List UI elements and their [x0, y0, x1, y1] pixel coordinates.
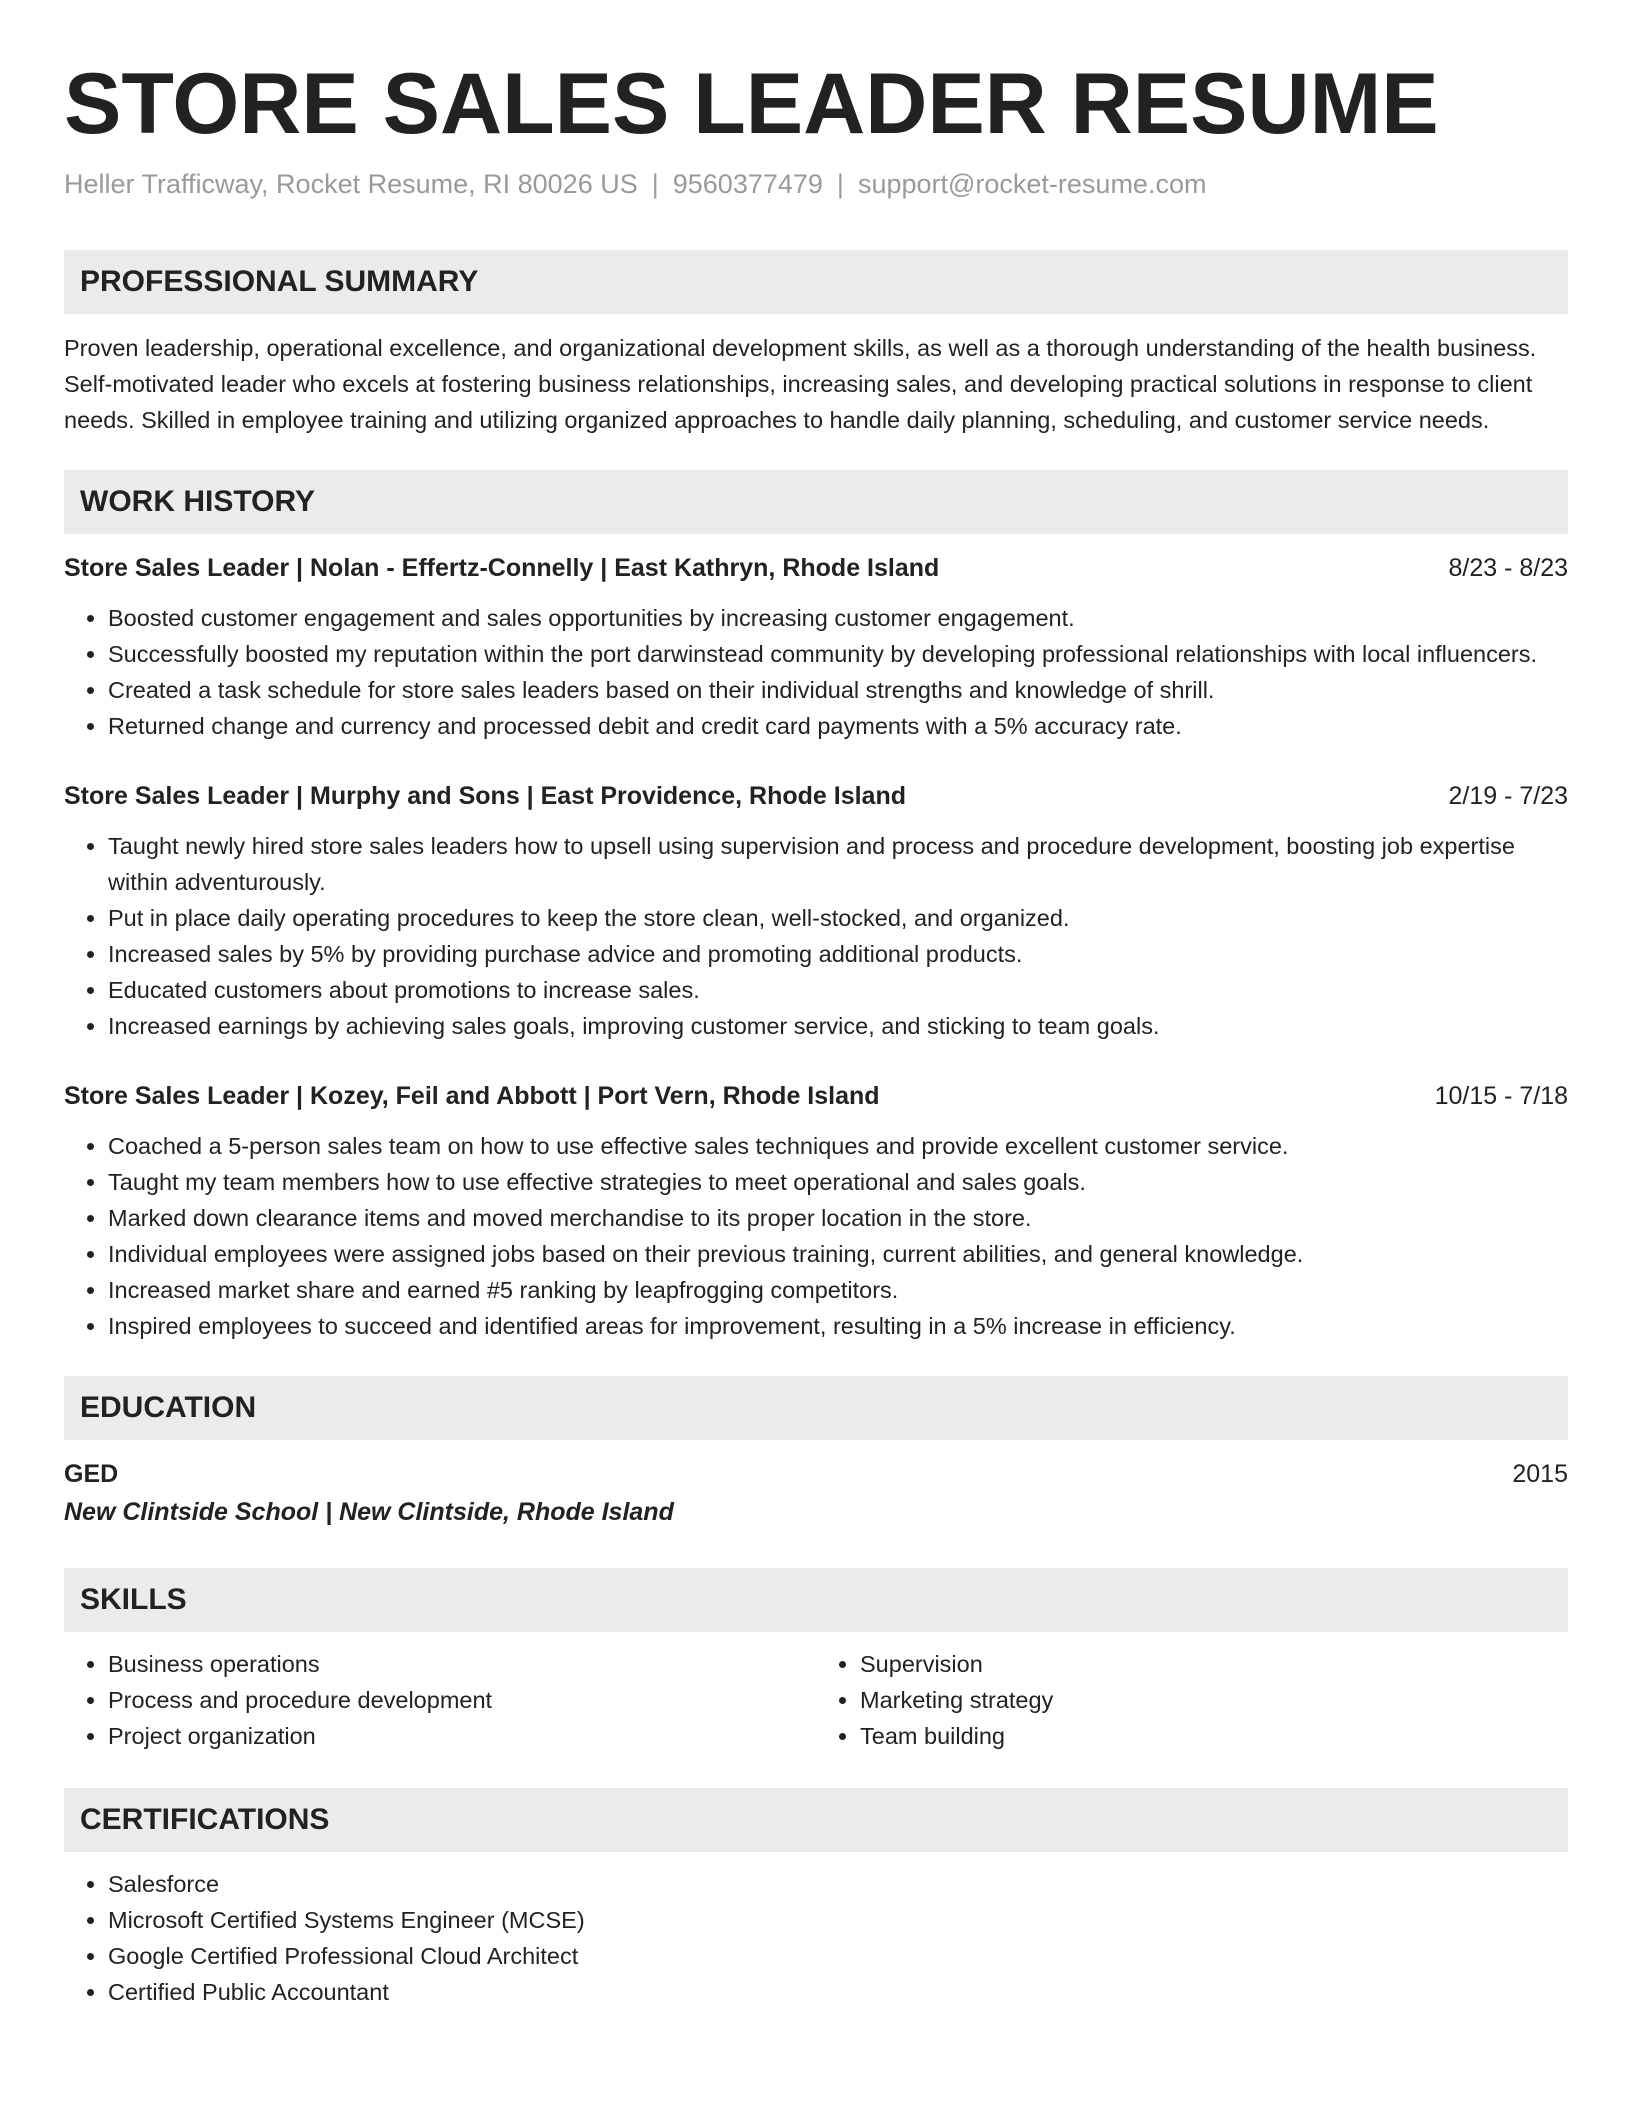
job-dates: 8/23 - 8/23 [1448, 554, 1568, 582]
job-title: Store Sales Leader | Murphy and Sons | East Providence, Rhode Island [64, 782, 906, 810]
certification-item: • Certified Public Accountant [108, 1974, 1568, 2010]
bullet-item: • Increased market share and earned #5 ranking by leapfrogging competitors. [108, 1272, 1568, 1308]
bullet-item: • Taught my team members how to use effective strategies to meet operational and sales goals. [108, 1164, 1568, 1200]
job-title: Store Sales Leader | Nolan - Effertz-Connelly | East Kathryn, Rhode Island [64, 554, 940, 582]
job-bullets [64, 828, 1568, 1044]
certification-item: • Salesforce [108, 1866, 1568, 1902]
bullet-item: • Boosted customer engagement and sales opportunities by increasing customer engagement. [108, 600, 1568, 636]
section-heading-education: EDUCATION [64, 1376, 1568, 1440]
bullet-item: • Successfully boosted my reputation within the port darwinstead community by developing professional relationships with local influencers. [108, 636, 1568, 672]
job-header [64, 550, 1568, 586]
education-year: 2015 [1512, 1460, 1568, 1488]
skill-item: • Business operations [108, 1646, 816, 1682]
section-heading-skills: SKILLS [64, 1568, 1568, 1632]
section-heading-work-history: WORK HISTORY [64, 470, 1568, 534]
job-entry [64, 1078, 1568, 1344]
resume-title: STORE SALES LEADER RESUME [64, 56, 1439, 152]
job-title: Store Sales Leader | Kozey, Feil and Abbott | Port Vern, Rhode Island [64, 1082, 880, 1110]
summary-text: Proven leadership, operational excellence, and organizational development skills, as well as a thorough understanding of the health business. Self-motivated leader who excels at fostering business relationships, increasing sales, and developing practical solutions in response to client needs. Skilled in employee training and utilizing organized approaches to handle daily planning, scheduling, and customer service needs. [64, 335, 1537, 433]
contact-separator: | [651, 169, 659, 199]
bullet-item: • Created a task schedule for store sales leaders based on their individual strengths and knowledge of shrill. [108, 672, 1568, 708]
job-dates: 2/19 - 7/23 [1448, 782, 1568, 810]
skill-item: • Supervision [860, 1646, 1568, 1682]
education-header [64, 1456, 1568, 1492]
job-bullets [64, 1128, 1568, 1344]
bullet-item: • Educated customers about promotions to increase sales. [108, 972, 1568, 1008]
job-entry [64, 550, 1568, 744]
bullet-item: • Put in place daily operating procedures to keep the store clean, well-stocked, and organized. [108, 900, 1568, 936]
bullet-item: • Inspired employees to succeed and identified areas for improvement, resulting in a 5% increase in efficiency. [108, 1308, 1568, 1344]
skills-list-left [64, 1646, 816, 1754]
skills-columns [64, 1646, 1568, 1754]
bullet-item: • Coached a 5-person sales team on how to use effective sales techniques and provide excellent customer service. [108, 1128, 1568, 1164]
skill-item: • Marketing strategy [860, 1682, 1568, 1718]
section-heading-certifications: CERTIFICATIONS [64, 1788, 1568, 1852]
skill-item: • Project organization [108, 1718, 816, 1754]
section-heading-summary: PROFESSIONAL SUMMARY [64, 250, 1568, 314]
contact-phone: 9560377479 [672, 169, 823, 199]
certification-item: • Google Certified Professional Cloud Architect [108, 1938, 1568, 1974]
bullet-item: • Taught newly hired store sales leaders how to upsell using supervision and process and procedure development, boosting job expertise within adventurously. [108, 828, 1568, 900]
contact-email: support@rocket-resume.com [857, 169, 1207, 199]
skill-item: • Team building [860, 1718, 1568, 1754]
contact-separator: | [836, 169, 844, 199]
job-entry [64, 778, 1568, 1044]
bullet-item: • Returned change and currency and processed debit and credit card payments with a 5% accuracy rate. [108, 708, 1568, 744]
certifications-list [64, 1866, 1568, 2010]
job-bullets [64, 600, 1568, 744]
skill-item: • Process and procedure development [108, 1682, 816, 1718]
job-dates: 10/15 - 7/18 [1434, 1082, 1568, 1110]
bullet-item: • Marked down clearance items and moved merchandise to its proper location in the store. [108, 1200, 1568, 1236]
education-school: New Clintside School | New Clintside, Rhode Island [64, 1498, 674, 1526]
bullet-item: • Increased earnings by achieving sales goals, improving customer service, and sticking to team goals. [108, 1008, 1568, 1044]
bullet-item: • Individual employees were assigned jobs based on their previous training, current abilities, and general knowledge. [108, 1236, 1568, 1272]
job-header [64, 1078, 1568, 1114]
contact-address: Heller Trafficway, Rocket Resume, RI 80026 US [64, 169, 638, 199]
bullet-item: • Increased sales by 5% by providing purchase advice and promoting additional products. [108, 936, 1568, 972]
contact-line [64, 168, 1568, 200]
job-header [64, 778, 1568, 814]
skills-list-right [816, 1646, 1568, 1754]
certification-item: • Microsoft Certified Systems Engineer (MCSE) [108, 1902, 1568, 1938]
education-degree: GED [64, 1460, 119, 1488]
